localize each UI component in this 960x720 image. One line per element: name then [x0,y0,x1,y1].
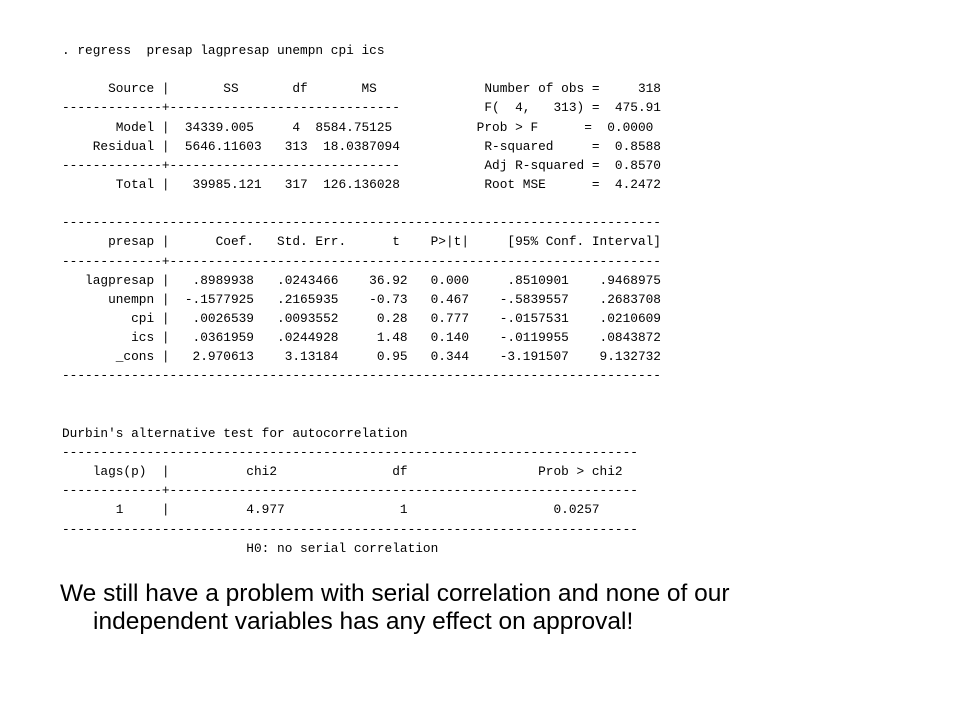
coef-table-top-rule: ------------------------------------------------------------------------------ [62,215,661,231]
anova-model-row: Model | 34339.005 4 8584.75125 Prob > F = 0.0000 [62,119,654,135]
coef-row-unempn: unempn | -.1577925 .2165935 -0.73 0.467 -.5839557 .2683708 [62,291,661,307]
blank-line [62,405,661,424]
coef-table-bottom-rule: ------------------------------------------------------------------------------ [62,368,661,384]
durbin-divider: -------------+------------------------------------------------------------- [62,483,638,499]
durbin-title: Durbin's alternative test for autocorrelation [62,425,408,441]
durbin-top-rule: --------------------------------------------------------------------------- [62,444,638,460]
coef-table-header: presap | Coef. Std. Err. t P>|t| [95% Conf. Interval] [62,234,661,250]
durbin-header: lags(p) | chi2 df Prob > chi2 [62,464,623,480]
blank-line [62,60,661,79]
anova-header: Source | SS df MS Number of obs = 318 [62,81,661,97]
blank-line [62,194,661,213]
coef-row-ics: ics | .0361959 .0244928 1.48 0.140 -.0119955 .0843872 [62,330,661,346]
durbin-null-hypothesis: H0: no serial correlation [62,540,439,556]
anova-total-row: Total | 39985.121 317 126.136028 Root MSE = 4.2472 [62,176,661,192]
conclusion-line-2: independent variables has any effect on approval! [93,608,634,635]
anova-residual-row: Residual | 5646.11603 313 18.0387094 R-squared = 0.8588 [62,138,661,154]
anova-divider: -------------+------------------------------ Adj R-squared = 0.8570 [62,157,661,173]
coef-table-divider: -------------+---------------------------------------------------------------- [62,253,661,269]
command-line: . regress presap lagpresap unempn cpi ics [62,43,385,58]
coef-row-cpi: cpi | .0026539 .0093552 0.28 0.777 -.0157531 .0210609 [62,310,661,326]
conclusion-line-1: We still have a problem with serial correlation and none of our [60,580,730,607]
conclusion-text [60,580,900,636]
blank-line [62,386,661,405]
coef-row-lagpresap: lagpresap | .8989938 .0243466 36.92 0.000 .8510901 .9468975 [62,272,661,288]
stata-output [62,41,661,558]
anova-divider: -------------+------------------------------ F( 4, 313) = 475.91 [62,100,661,116]
durbin-row: 1 | 4.977 1 0.0257 [62,502,600,518]
coef-row-cons: _cons | 2.970613 3.13184 0.95 0.344 -3.191507 9.132732 [62,349,661,365]
durbin-bottom-rule: --------------------------------------------------------------------------- [62,521,638,537]
